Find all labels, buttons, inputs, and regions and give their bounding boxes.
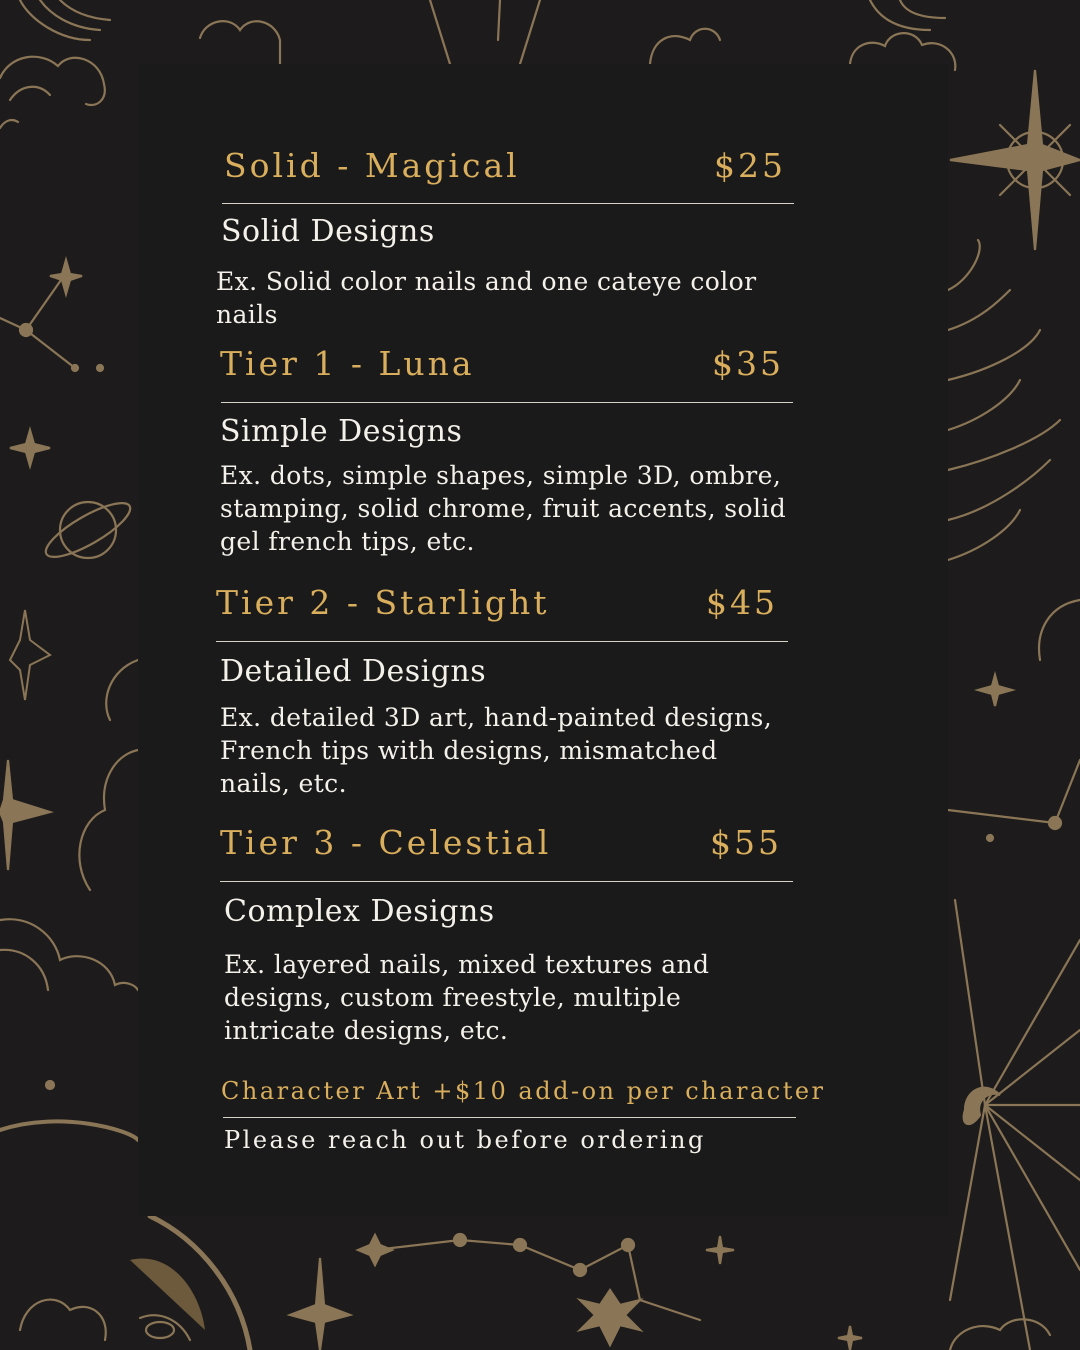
tier-title: Solid - Magical xyxy=(224,146,520,185)
tier-description: Ex. layered nails, mixed textures and designs, custom freestyle, multiple intricate designs, etc. xyxy=(224,950,710,1045)
sparkle-star-icon xyxy=(706,1236,734,1264)
cloud-icon xyxy=(950,1319,1050,1350)
cloud-icon xyxy=(0,660,138,990)
tier-price: $35 xyxy=(712,344,784,383)
ray-line xyxy=(520,0,540,64)
sparkle-star-icon xyxy=(358,1235,392,1265)
sun-rays-icon xyxy=(950,900,1080,1350)
constellation-icon xyxy=(375,1234,700,1320)
sparkle-star-icon xyxy=(978,675,1012,706)
ray-line xyxy=(498,0,500,40)
divider-line xyxy=(216,641,788,642)
sparkle-star-icon xyxy=(580,1290,640,1345)
tier-title: Tier 1 - Luna xyxy=(220,344,475,383)
ray-line xyxy=(430,0,450,64)
sparkle-star-icon xyxy=(10,430,50,466)
crescent-moon-face-icon xyxy=(1039,600,1080,660)
sparkle-star-icon xyxy=(0,760,50,870)
addon-note: Character Art +$10 add-on per character xyxy=(221,1077,826,1105)
tier-title: Tier 3 - Celestial xyxy=(220,823,552,862)
cloud-icon xyxy=(650,29,720,64)
divider-line xyxy=(220,881,793,882)
cloud-icon xyxy=(0,0,110,128)
tier-price: $25 xyxy=(714,146,786,185)
divider-line xyxy=(223,1117,796,1118)
tier-description: Ex. Solid color nails and one cateye color nails xyxy=(216,267,757,329)
tier-subtitle: Solid Designs xyxy=(221,214,435,249)
cloud-icon xyxy=(200,21,280,64)
tier-title: Tier 2 - Starlight xyxy=(216,583,550,622)
planet-icon xyxy=(39,494,136,566)
contact-notice: Please reach out before ordering xyxy=(224,1126,706,1154)
compass-star-icon xyxy=(950,70,1080,250)
constellation-icon xyxy=(0,270,103,371)
tier-subtitle: Simple Designs xyxy=(220,414,463,449)
sparkle-star-icon xyxy=(290,1258,350,1350)
constellation-icon xyxy=(948,760,1080,841)
tier-price: $55 xyxy=(710,823,782,862)
tier-description: Ex. dots, simple shapes, simple 3D, ombre, stamping, solid chrome, fruit accents, solid gel french tips, etc. xyxy=(220,461,787,556)
cloud-icon xyxy=(850,0,955,70)
tier-price: $45 xyxy=(706,583,778,622)
tier-subtitle: Complex Designs xyxy=(224,894,495,929)
compass-star-icon xyxy=(10,610,50,700)
divider-line xyxy=(221,402,793,403)
tier-description: Ex. detailed 3D art, hand-painted designs, French tips with designs, mismatched nails, etc. xyxy=(220,703,773,798)
divider-line xyxy=(222,203,794,204)
star-dot xyxy=(46,1081,54,1089)
sparkle-star-icon xyxy=(838,1326,862,1350)
cloud-icon xyxy=(948,240,1060,560)
tier-subtitle: Detailed Designs xyxy=(220,654,487,689)
